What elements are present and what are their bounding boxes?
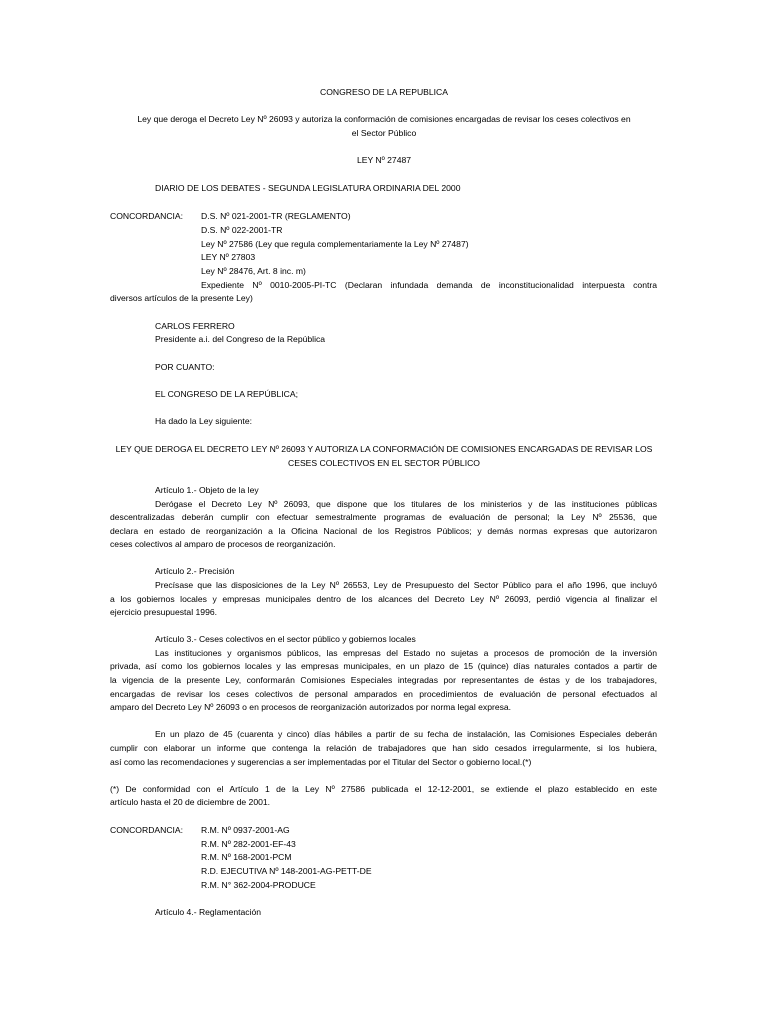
signatory-name: CARLOS FERRERO (155, 321, 235, 331)
article-2-line: ejercicio presupuestal 1996. (110, 607, 218, 617)
article-3-line: la vigencia de la presente Ley, conformarán Comisiones Especiales integradas por representantes de éstas y de los trabajadores, (110, 675, 657, 685)
article-3-line: privada, así como los gobiernos locales y las empresas municipales, en un plazo de 15 (quince) días naturales contados a partir de (110, 661, 657, 671)
main-title-line-2: CESES COLECTIVOS EN EL SECTOR PÚBLICO (288, 458, 480, 468)
expediente-line-1: Expediente Nº 0010-2005-PI-TC (Declaran infundada demanda de inconstitucionalidad interpuesta contra (201, 280, 657, 290)
concordancia-label: CONCORDANCIA: (110, 825, 184, 835)
article-3-line: encargadas de revisar los ceses colectivos de personal amparados en procedimientos de evaluación de personal efectuados al (110, 689, 657, 699)
concordancia-item: D.S. Nº 021-2001-TR (REGLAMENTO) (201, 211, 351, 221)
concordancia-item: Ley Nº 27586 (Ley que regula complementariamente la Ley Nº 27487) (201, 239, 469, 249)
concordancia-item: R.M. Nº 168-2001-PCM (201, 852, 292, 862)
por-cuanto: POR CUANTO: (155, 362, 215, 372)
concordancia-item: R.D. EJECUTIVA Nº 148-2001-AG-PETT-DE (201, 866, 372, 876)
concordancia-item: D.S. Nº 022-2001-TR (201, 225, 283, 235)
article-3-line: Las instituciones y organismos públicos, las empresas del Estado no sujetas a procesos de promoción de la inversión (155, 648, 657, 658)
article-1-heading: Artículo 1.- Objeto de la ley (155, 485, 259, 495)
diario-de-debates: DIARIO DE LOS DEBATES - SEGUNDA LEGISLATURA ORDINARIA DEL 2000 (155, 183, 461, 193)
concordancia-item: LEY Nº 27803 (201, 252, 256, 262)
congress-heading: CONGRESO DE LA REPUBLICA (320, 87, 448, 97)
law-title-line-1: Ley que deroga el Decreto Ley Nº 26093 y autoriza la conformación de comisiones encargadas de revisar los ceses colectivos en (137, 114, 631, 124)
article-3-para2-line: En un plazo de 45 (cuarenta y cinco) días hábiles a partir de su fecha de instalación, las Comisiones Especiales deberán (155, 729, 657, 739)
concordancia-item: R.M. Nº 282-2001-EF-43 (201, 839, 296, 849)
article-1-line: declara en estado de reorganización a la Oficina Nacional de los Registros Públicos; y demás normas expresas que autorizaron (110, 526, 657, 536)
article-2-line: a los gobiernos locales y empresas municipales dentro de los alcances del Decreto Ley Nº 26093, perdió vigencia al finalizar el (110, 594, 657, 604)
expediente-line-2: diversos artículos de la presente Ley) (110, 293, 253, 303)
article-1-line: ceses colectivos al amparo de procesos de reorganización. (110, 539, 336, 549)
signatory-role: Presidente a.i. del Congreso de la República (155, 334, 326, 344)
article-2-line: Precísase que las disposiciones de la Ley Nº 26553, Ley de Presupuesto del Sector Público para el año 1996, que incluyó (155, 580, 657, 590)
article-2-heading: Artículo 2.- Precisión (155, 566, 235, 576)
concordancia-item: R.M. N° 362-2004-PRODUCE (201, 880, 316, 890)
article-1-line: Derógase el Decreto Ley Nº 26093, que dispone que los titulares de los ministerios y de las instituciones públicas (155, 499, 657, 509)
article-3-para2-line: cumplir con elaborar un informe que contenga la relación de trabajadores que han sido cesados irregularmente, si los hubiera, (110, 743, 657, 753)
el-congreso: EL CONGRESO DE LA REPÚBLICA; (155, 389, 298, 399)
concordancia-item: R.M. Nº 0937-2001-AG (201, 825, 290, 835)
article-4-heading: Artículo 4.- Reglamentación (155, 907, 262, 917)
main-title-line-1: LEY QUE DEROGA EL DECRETO LEY Nº 26093 Y AUTORIZA LA CONFORMACIÓN DE COMISIONES ENCARGADAS DE REVISAR LOS (115, 444, 653, 454)
article-3-note-line: (*) De conformidad con el Artículo 1 de la Ley Nº 27586 publicada el 12-12-2001, se extiende el plazo establecido en este (110, 784, 657, 794)
article-3-para2-line: así como las recomendaciones y sugerencias a ser implementadas por el Titular del Sector o gobierno local.(*) (110, 757, 532, 767)
law-number: LEY Nº 27487 (356, 155, 412, 165)
law-title-line-2: el Sector Público (351, 128, 417, 138)
concordancia-item: Ley Nº 28476, Art. 8 inc. m) (201, 266, 306, 276)
concordancia-label: CONCORDANCIA: (110, 211, 184, 221)
article-3-heading: Artículo 3.- Ceses colectivos en el sector público y gobiernos locales (155, 634, 416, 644)
article-3-line: amparo del Decreto Ley Nº 26093 o en procesos de reorganización autorizados por norma legal expresa. (110, 702, 512, 712)
article-1-line: descentralizadas deberán cumplir con efectuar semestralmente programas de evaluación de personal; la Ley Nº 25536, que (110, 512, 657, 522)
ha-dado-la-ley: Ha dado la Ley siguiente: (155, 416, 252, 426)
article-3-note-line: artículo hasta el 20 de diciembre de 2001. (110, 797, 271, 807)
